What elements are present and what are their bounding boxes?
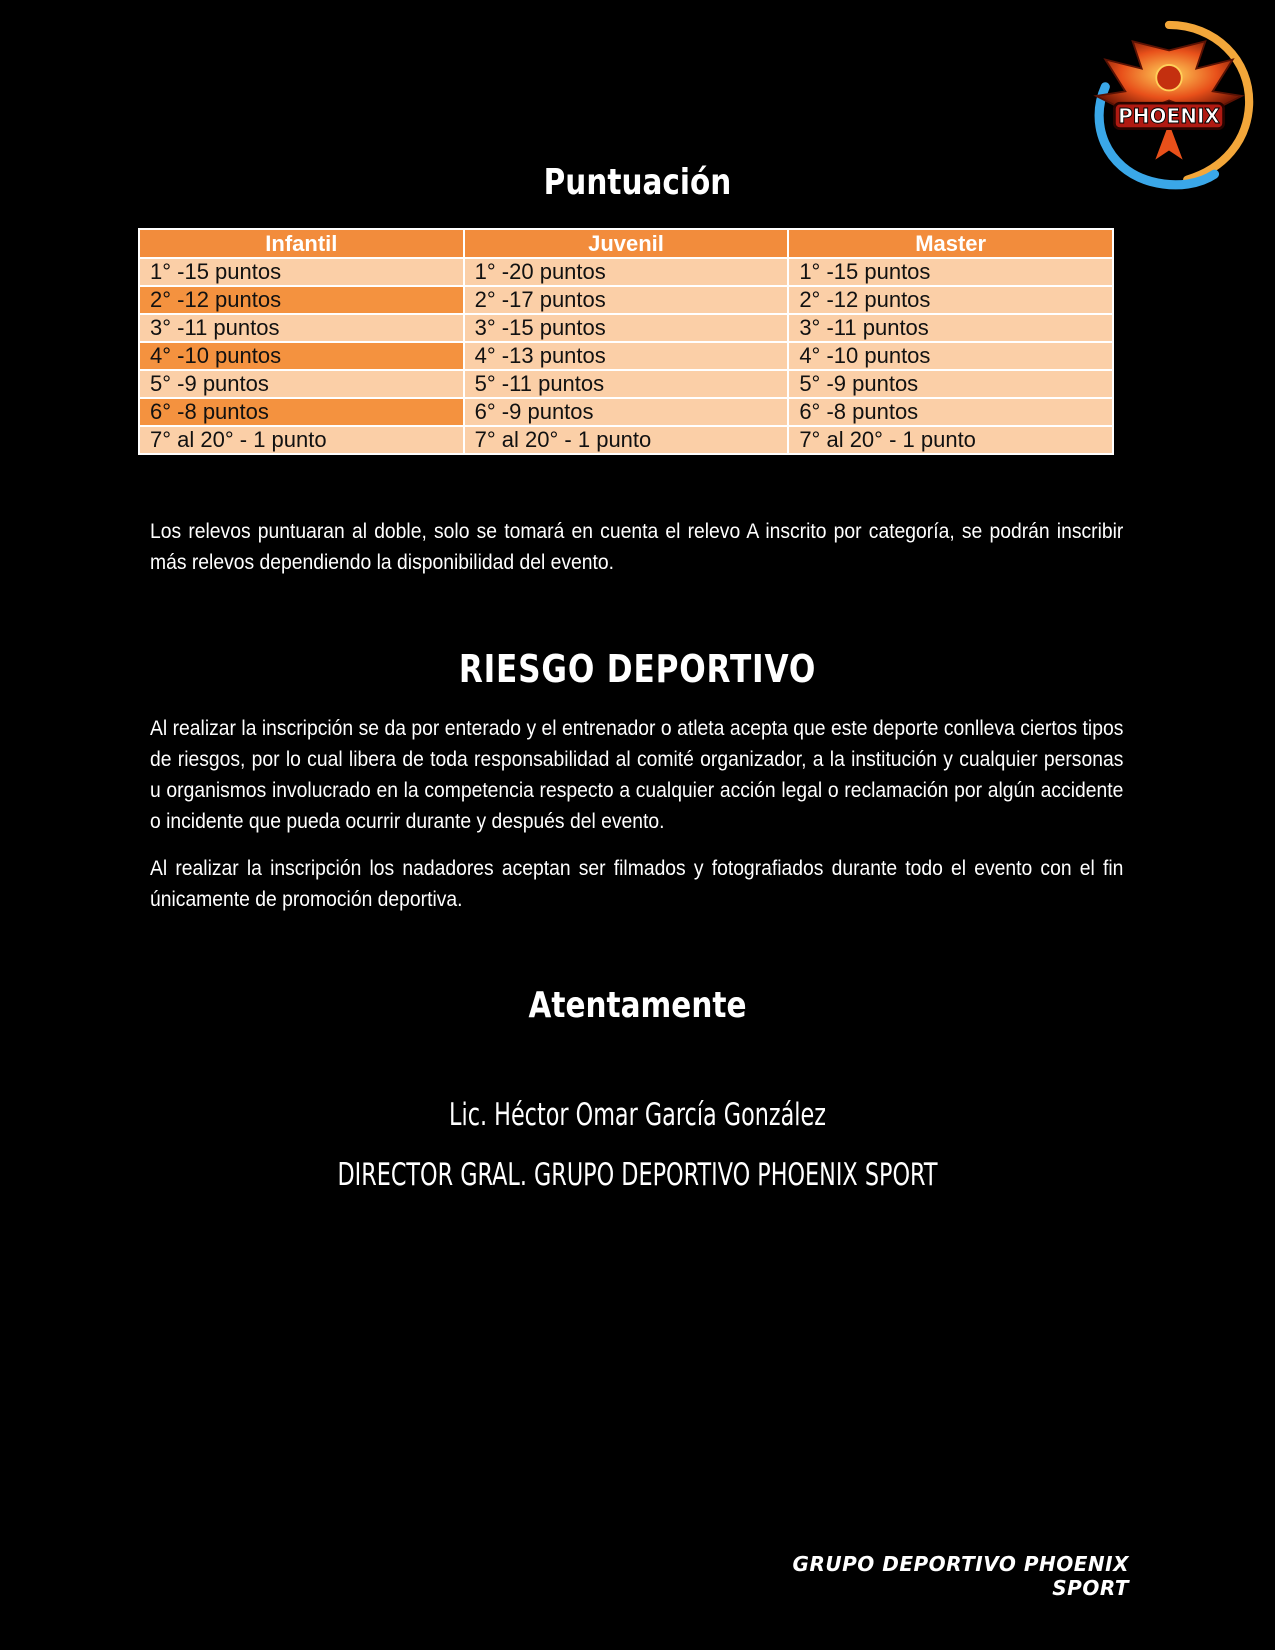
table-cell: 4° -13 puntos [464, 342, 789, 370]
table-cell: 6° -8 puntos [788, 398, 1113, 426]
table-cell: 5° -9 puntos [788, 370, 1113, 398]
table-row [139, 398, 1113, 426]
table-header-row [139, 229, 1113, 258]
table-row [139, 258, 1113, 286]
table-row [139, 314, 1113, 342]
table-cell: 5° -9 puntos [139, 370, 464, 398]
puntuacion-title: Puntuación [543, 162, 732, 203]
table-row [139, 370, 1113, 398]
relevos-paragraph: Los relevos puntuaran al doble, solo se tomará en cuenta el relevo A inscrito por categoría, se podrán inscribir más relevos dependiendo la disponibilidad del evento. [150, 520, 1124, 574]
table-cell: 5° -11 puntos [464, 370, 789, 398]
table-cell: 2° -12 puntos [139, 286, 464, 314]
table-row [139, 426, 1113, 454]
signatory-role: DIRECTOR GRAL. GRUPO DEPORTIVO PHOENIX SPORT [337, 1157, 938, 1193]
table-cell: 2° -17 puntos [464, 286, 789, 314]
table-row [139, 342, 1113, 370]
table-cell: 2° -12 puntos [788, 286, 1113, 314]
table-cell: 6° -8 puntos [139, 398, 464, 426]
table-cell: 1° -15 puntos [788, 258, 1113, 286]
table-cell: 1° -20 puntos [464, 258, 789, 286]
header-master: Master [788, 229, 1113, 258]
table-cell: 7° al 20° - 1 punto [139, 426, 464, 454]
table-cell: 7° al 20° - 1 punto [788, 426, 1113, 454]
riesgo-paragraph-2: Al realizar la inscripción los nadadores aceptan ser filmados y fotografiados durante todo el evento con el fin únicamente de promoción deportiva. [150, 857, 1124, 911]
table-row [139, 286, 1113, 314]
table-cell: 3° -11 puntos [788, 314, 1113, 342]
table-cell: 1° -15 puntos [139, 258, 464, 286]
header-juvenil: Juvenil [464, 229, 789, 258]
riesgo-title: RIESGO DEPORTIVO [458, 647, 817, 691]
table-cell: 3° -11 puntos [139, 314, 464, 342]
scores-table [138, 228, 1114, 455]
svg-text:PHOENIX: PHOENIX [1118, 104, 1220, 129]
footer-organization: GRUPO DEPORTIVO PHOENIX SPORT [792, 1552, 1129, 1600]
table-cell: 4° -10 puntos [788, 342, 1113, 370]
atentamente-title: Atentamente [528, 985, 747, 1026]
signatory-name: Lic. Héctor Omar García González [449, 1097, 826, 1133]
table-cell: 7° al 20° - 1 punto [464, 426, 789, 454]
table-cell: 6° -9 puntos [464, 398, 789, 426]
table-cell: 4° -10 puntos [139, 342, 464, 370]
riesgo-paragraph-1: Al realizar la inscripción se da por enterado y el entrenador o atleta acepta que este deporte conlleva ciertos tipos de riesgos, por lo cual libera de toda responsabilidad al comité organizador, a la institución y cualquier personas u organismos involucrado en la competencia respecto a cualquier acción legal o reclamación por algún accidente o incidente que pueda ocurrir durante y después del evento. [150, 717, 1124, 833]
table-cell: 3° -15 puntos [464, 314, 789, 342]
header-infantil: Infantil [139, 229, 464, 258]
